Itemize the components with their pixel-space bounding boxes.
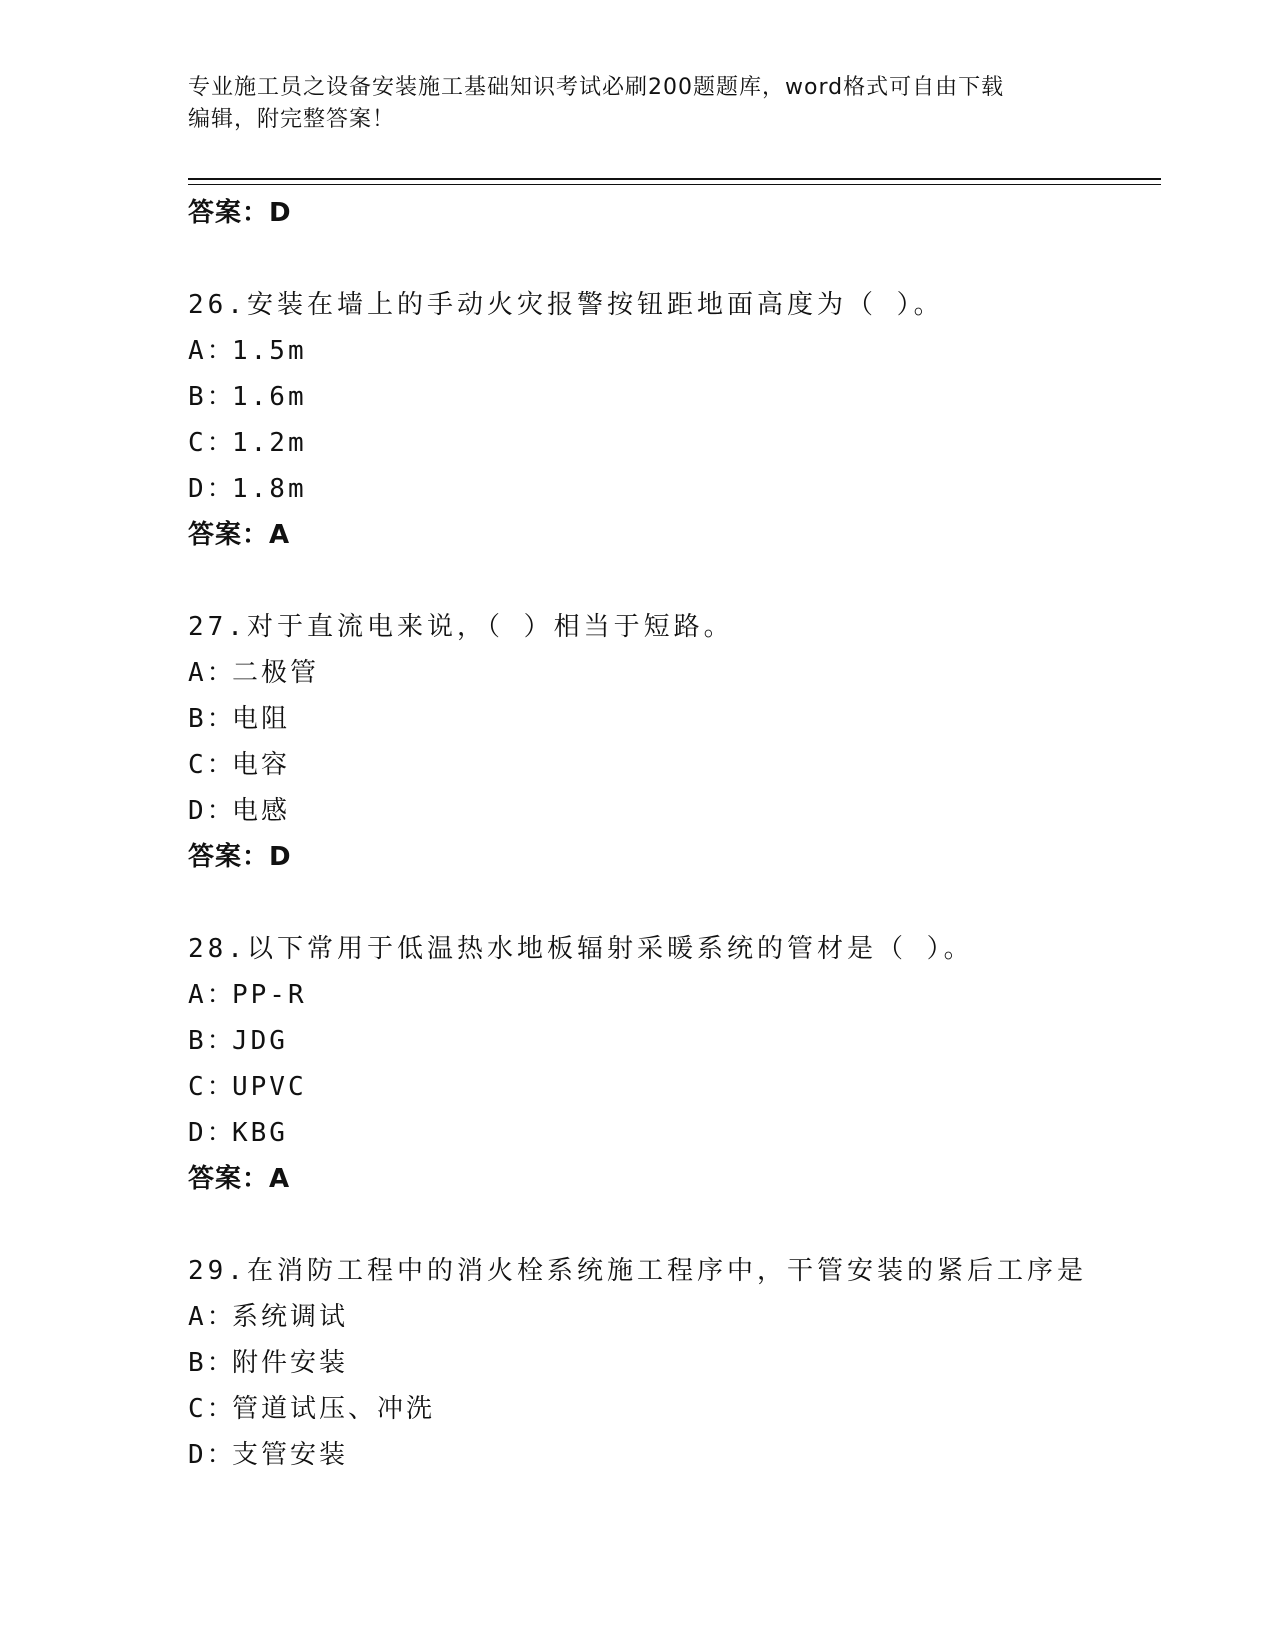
option-value: 系统调试: [232, 1302, 349, 1332]
document-header: [188, 72, 1088, 136]
option-key: C：: [188, 750, 236, 780]
option-c: [188, 1064, 1148, 1110]
question-list: [188, 190, 1148, 1478]
header-line-1: 专业施工员之设备安装施工基础知识考试必刷200题题库，word格式可自由下载: [188, 75, 1005, 100]
option-d: [188, 1432, 1148, 1478]
option-c: [188, 420, 1148, 466]
option-value: PP-R: [232, 980, 307, 1010]
option-value: KBG: [232, 1118, 288, 1148]
option-value: 1.2m: [232, 428, 307, 458]
question-text: 28.以下常用于低温热水地板辐射采暖系统的管材是（ ）。: [188, 934, 974, 964]
option-key: A：: [188, 1302, 236, 1332]
option-value: 1.5m: [232, 336, 307, 366]
question-text: 29.在消防工程中的消火栓系统施工程序中，干管安装的紧后工序是: [188, 1256, 1087, 1286]
option-d: [188, 1110, 1148, 1156]
answer-line: 答案：D: [188, 198, 292, 228]
option-value: 附件安装: [232, 1348, 349, 1378]
header-line-2: 编辑，附完整答案！: [188, 107, 396, 132]
option-value: 管道试压、冲洗: [232, 1394, 436, 1424]
option-key: B：: [188, 1026, 236, 1056]
option-key: C：: [188, 1394, 236, 1424]
option-key: A：: [188, 980, 236, 1010]
option-c: [188, 742, 1148, 788]
option-value: 支管安装: [232, 1440, 349, 1470]
option-key: D：: [188, 474, 236, 504]
option-value: JDG: [232, 1026, 288, 1056]
option-d: [188, 466, 1148, 512]
question-item: [188, 926, 1148, 1202]
header-divider-thin: [188, 184, 1161, 185]
option-key: C：: [188, 1072, 236, 1102]
header-divider-thick: [188, 178, 1161, 180]
option-key: B：: [188, 704, 236, 734]
option-value: 1.8m: [232, 474, 307, 504]
question-item: [188, 282, 1148, 558]
option-value: UPVC: [232, 1072, 307, 1102]
option-key: A：: [188, 336, 236, 366]
option-b: [188, 1340, 1148, 1386]
answer-line: 答案：A: [188, 520, 291, 550]
answer-line: 答案：D: [188, 842, 292, 872]
option-d: [188, 788, 1148, 834]
option-key: A：: [188, 658, 236, 688]
option-value: 二极管: [232, 658, 320, 688]
question-item: [188, 604, 1148, 880]
option-value: 1.6m: [232, 382, 307, 412]
option-key: C：: [188, 428, 236, 458]
option-key: D：: [188, 1440, 236, 1470]
option-a: [188, 1294, 1148, 1340]
option-key: D：: [188, 1118, 236, 1148]
option-b: [188, 696, 1148, 742]
question-text: 26.安装在墙上的手动火灾报警按钮距地面高度为（ ）。: [188, 290, 944, 320]
option-a: [188, 972, 1148, 1018]
option-value: 电容: [232, 750, 291, 780]
answer-line: 答案：A: [188, 1164, 291, 1194]
option-key: D：: [188, 796, 236, 826]
question-item: [188, 1248, 1148, 1478]
option-b: [188, 1018, 1148, 1064]
option-c: [188, 1386, 1148, 1432]
option-a: [188, 650, 1148, 696]
option-a: [188, 328, 1148, 374]
question-text: 27.对于直流电来说，（ ）相当于短路。: [188, 612, 734, 642]
option-key: B：: [188, 1348, 236, 1378]
option-value: 电阻: [232, 704, 291, 734]
option-b: [188, 374, 1148, 420]
option-key: B：: [188, 382, 236, 412]
option-value: 电感: [232, 796, 291, 826]
